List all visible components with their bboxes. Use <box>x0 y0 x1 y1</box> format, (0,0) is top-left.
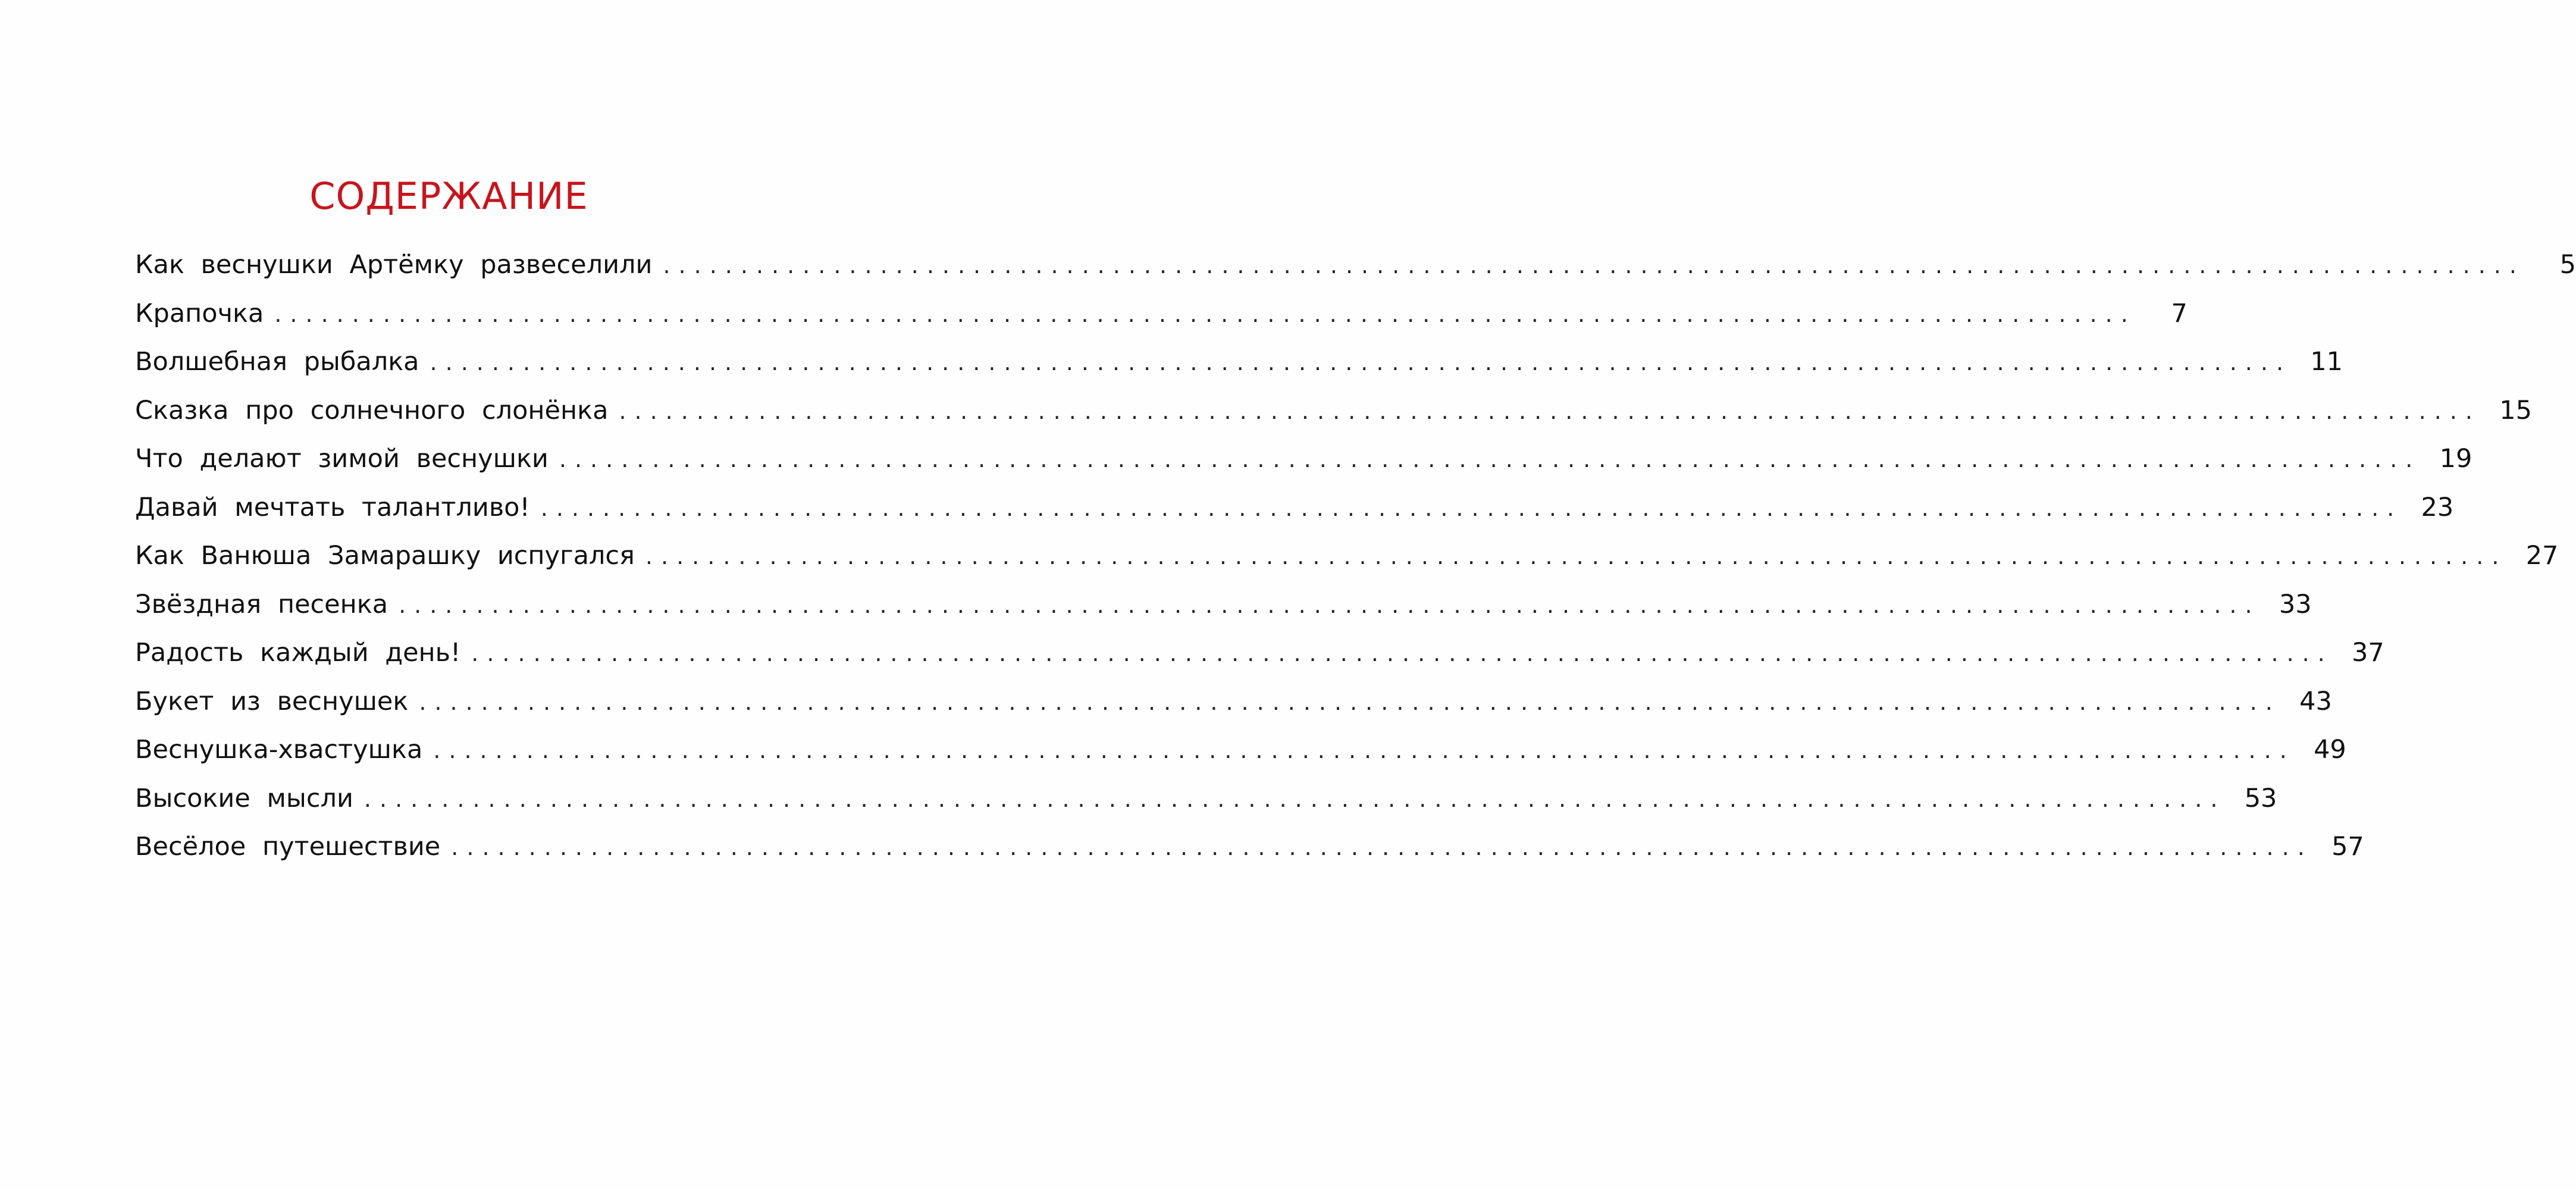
toc-entry <box>135 241 2576 290</box>
toc-dot-leader: ........................................................................................................................ <box>559 446 2421 472</box>
toc-entry <box>135 484 2454 533</box>
toc-dot-leader: ........................................................................................................................ <box>663 252 2525 278</box>
toc-entry-title: Волшебная рыбалка <box>135 347 419 377</box>
toc-entry-title: Радость каждый день! <box>135 638 461 668</box>
toc-page-number: 33 <box>2279 589 2312 619</box>
toc-dot-leader: ........................................................................................................................ <box>471 640 2333 666</box>
toc-entry-title: Крапочка <box>135 298 264 328</box>
toc-entry <box>135 823 2364 872</box>
toc-page-number: 7 <box>2171 298 2188 328</box>
toc-entry-title: Звёздная песенка <box>135 589 388 619</box>
toc-page-number: 49 <box>2314 735 2346 765</box>
toc-entry-title: Как веснушки Артёмку развеселили <box>135 250 653 280</box>
toc-entry-title: Веснушка-хвастушка <box>135 735 423 765</box>
toc-entry <box>135 775 2277 823</box>
toc-entry-title: Как Ванюша Замарашку испугался <box>135 541 635 571</box>
toc-dot-leader: ........................................................................................................................ <box>433 737 2295 763</box>
toc-dot-leader: ........................................................................................................................ <box>430 349 2292 375</box>
toc-dot-leader: ........................................................................................................................ <box>619 397 2481 424</box>
toc-entry-title: Сказка про солнечного слонёнка <box>135 395 609 425</box>
toc-dot-leader: ........................................................................................................................ <box>399 591 2261 618</box>
table-of-contents <box>135 241 2576 872</box>
toc-entry-title: Что делают зимой веснушки <box>135 444 549 474</box>
toc-entry <box>135 435 2472 484</box>
toc-page-number: 15 <box>2499 395 2532 425</box>
toc-entry <box>135 387 2532 436</box>
toc-dot-leader: ........................................................................................................................ <box>451 834 2313 860</box>
toc-entry-title: Давай мечтать талантливо! <box>135 492 530 522</box>
toc-entry-title: Букет из веснушек <box>135 686 409 716</box>
toc-entry <box>135 532 2559 581</box>
toc-entry <box>135 290 2188 339</box>
toc-page-number: 37 <box>2352 638 2384 668</box>
toc-dot-leader: ........................................................................................................................ <box>274 300 2136 327</box>
toc-page-number: 11 <box>2310 347 2343 377</box>
toc-entry <box>135 338 2343 387</box>
toc-entry <box>135 629 2384 678</box>
toc-entry <box>135 581 2312 630</box>
toc-page-number: 19 <box>2439 444 2472 474</box>
toc-page-number: 27 <box>2525 541 2559 571</box>
toc-dot-leader: ........................................................................................................................ <box>645 543 2508 569</box>
toc-page-number: 53 <box>2244 783 2277 813</box>
toc-page-number: 23 <box>2421 492 2454 522</box>
page-title: СОДЕРЖАНИЕ <box>309 174 588 218</box>
toc-dot-leader: ........................................................................................................................ <box>540 494 2403 521</box>
toc-entry <box>135 678 2332 726</box>
toc-page-number: 5 <box>2559 250 2576 280</box>
toc-dot-leader: ........................................................................................................................ <box>363 785 2226 812</box>
toc-entry <box>135 726 2346 775</box>
toc-page-number: 57 <box>2331 832 2364 862</box>
toc-dot-leader: ........................................................................................................................ <box>419 688 2281 715</box>
toc-entry-title: Весёлое путешествие <box>135 832 441 862</box>
toc-page-number: 43 <box>2299 686 2332 716</box>
toc-entry-title: Высокие мысли <box>135 783 353 813</box>
